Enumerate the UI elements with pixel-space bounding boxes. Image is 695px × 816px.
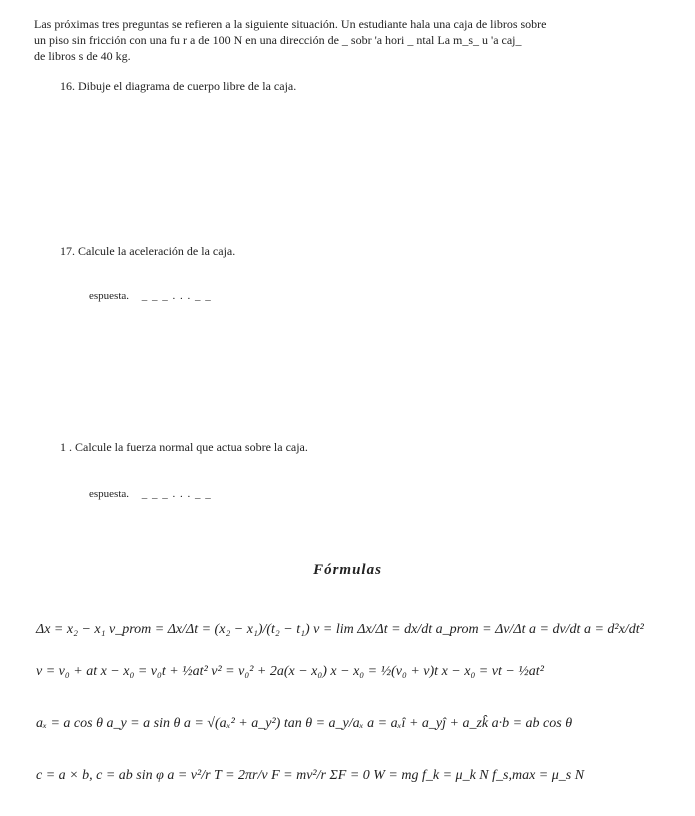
- formula-row-4: c = a × b, c = ab sin φ a = v²/r T = 2πr/v F = mv²/r ΣF = 0 W = mg f_k = μ_k N f_s,max = μ_s N: [36, 768, 585, 783]
- intro-line-1: Las próximas tres preguntas se refieren a la siguiente situación. Un estudiante hala una caja de libros sobre: [34, 17, 547, 31]
- answer-line-18: [89, 488, 212, 500]
- answer-label: espuesta.: [89, 290, 130, 302]
- answer-blank[interactable]: _ _ _ . . . _ _: [141, 488, 212, 500]
- formula-row-2: v = v₀ + at x − x₀ = v₀t + ½at² v² = v₀² + 2a(x − x₀) x − x₀ = ½(v₀ + v)t x − x₀ = vt − ½at²: [36, 664, 544, 679]
- answer-line-17: [89, 290, 212, 302]
- intro-line-2: un piso sin fricción con una fu r a de 100 N en una dirección de _ sobr 'a hori _ ntal La m_s_ u 'a caj_: [34, 33, 522, 47]
- question-16: [60, 80, 296, 92]
- question-number: 17.: [60, 244, 75, 258]
- formula-row-3: aₓ = a cos θ a_y = a sin θ a = √(aₓ² + a_y²) tan θ = a_y/aₓ a = aₓî + a_yĵ + a_zk̂ a·b = ab cos θ: [36, 716, 573, 731]
- formula-row-1: Δx = x₂ − x₁ v_prom = Δx/Δt = (x₂ − x₁)/(t₂ − t₁) v = lim Δx/Δt = dx/dt a_prom = Δv/Δt a = dv/dt a = d²x/dt²: [36, 622, 644, 637]
- question-number: 1 .: [60, 440, 72, 454]
- answer-label: espuesta.: [89, 488, 130, 500]
- question-18: [60, 441, 308, 453]
- formulas-heading: Fórmulas: [313, 562, 382, 578]
- question-text: Dibuje el diagrama de cuerpo libre de la caja.: [78, 79, 297, 93]
- question-number: 16.: [60, 79, 75, 93]
- question-text: Calcule la fuerza normal que actua sobre la caja.: [75, 440, 308, 454]
- question-text: Calcule la aceleración de la caja.: [78, 244, 236, 258]
- answer-blank[interactable]: _ _ _ . . . _ _: [141, 290, 212, 302]
- intro-line-3: de libros s de 40 kg.: [34, 49, 131, 63]
- question-17: [60, 245, 235, 257]
